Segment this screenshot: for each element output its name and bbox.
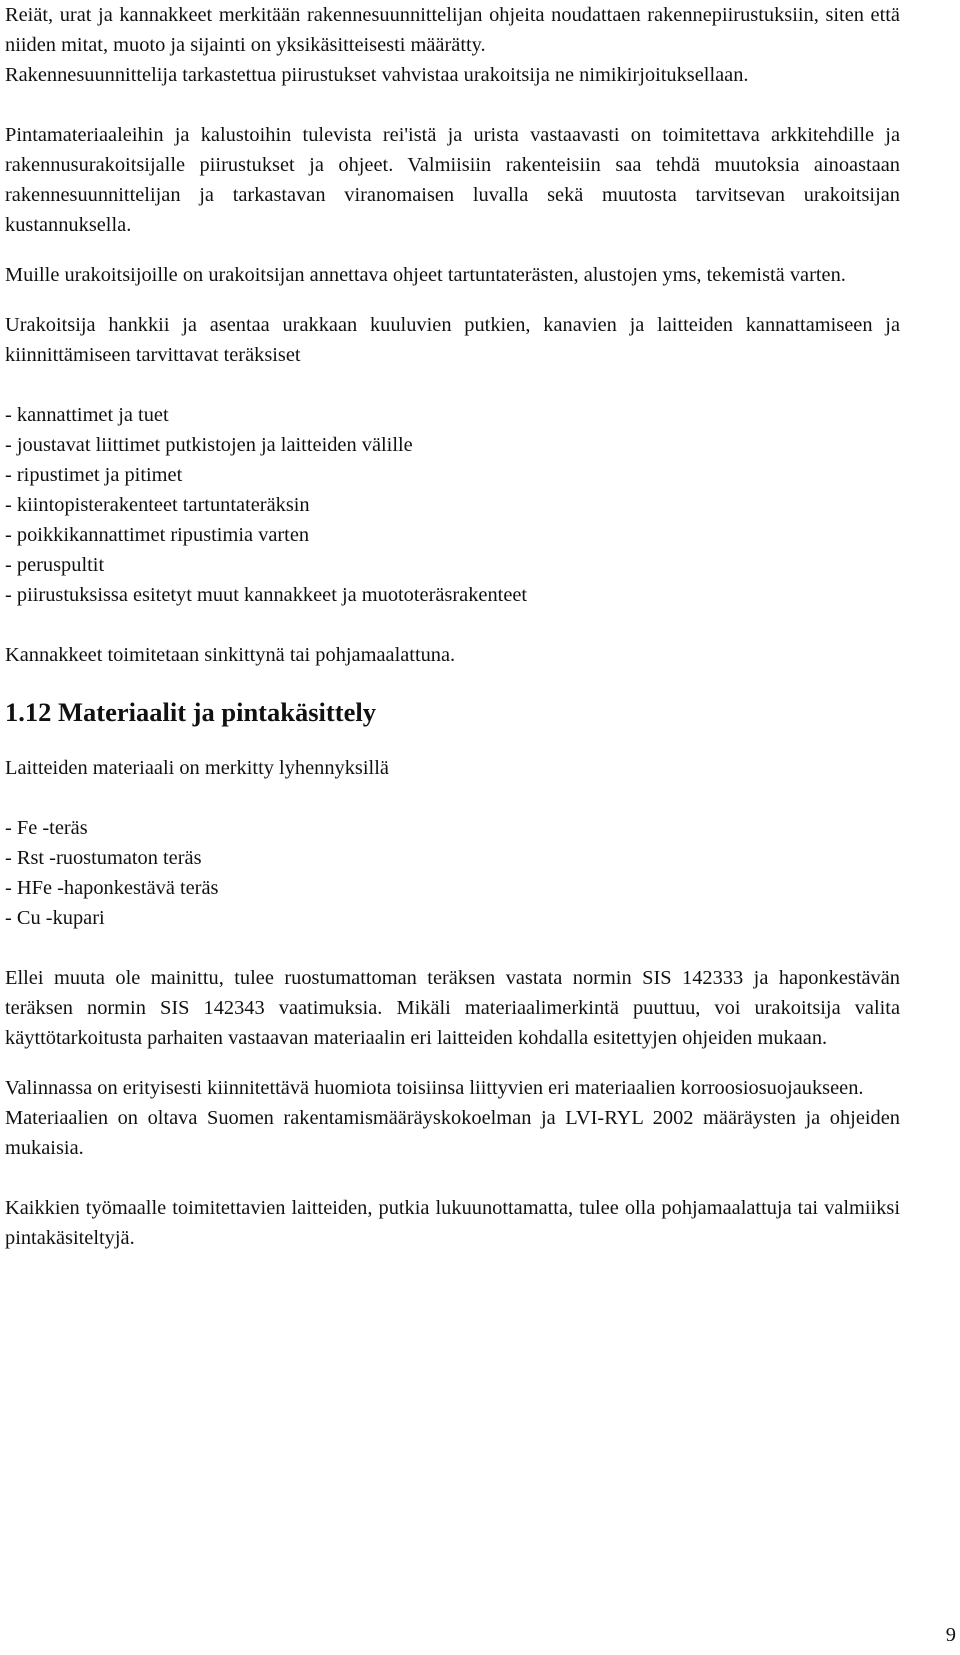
list-item: - kannattimet ja tuet xyxy=(5,404,169,426)
paragraph-corrosion-protection: Valinnassa on erityisesti kiinnitettävä huomiota toisiinsa liittyvien eri materiaalien korroosiosuojaukseen. xyxy=(5,1077,864,1099)
list-item: - Fe -teräs xyxy=(5,817,88,839)
material-list xyxy=(5,813,900,933)
section-heading: 1.12 Materiaalit ja pintakäsittely xyxy=(5,697,376,727)
paragraph-contractor-supplies: Urakoitsija hankkii ja asentaa urakkaan kuuluvien putkien, kanavien ja laitteiden kannattamiseen ja kiinnittämiseen tarvittavat teräksiset xyxy=(5,314,900,366)
list-item: - kiintopisterakenteet tartuntateräksin xyxy=(5,494,310,516)
paragraph-designer-signature: Rakennesuunnittelija tarkastettua piirustukset vahvistaa urakoitsija ne nimikirjoituksellaan. xyxy=(5,64,749,86)
paragraph-other-contractors: Muille urakoitsijoille on urakoitsijan annettava ohjeet tartuntaterästen, alustojen yms, tekemistä varten. xyxy=(5,264,846,286)
paragraph-material-abbreviations: Laitteiden materiaali on merkitty lyhennyksillä xyxy=(5,757,389,779)
page-number: 9 xyxy=(945,1624,956,1646)
paragraph-regulations: Materiaalien on oltava Suomen rakentamismääräyskokoelman ja LVI-RYL 2002 määräysten ja ohjeiden mukaisia. xyxy=(5,1107,900,1159)
list-item: - Rst -ruostumaton teräs xyxy=(5,847,202,869)
document-page xyxy=(5,0,900,1253)
list-item: - HFe -haponkestävä teräs xyxy=(5,877,219,899)
paragraph-galvanized: Kannakkeet toimitetaan sinkittynä tai pohjamaalattuna. xyxy=(5,644,456,666)
support-list xyxy=(5,400,900,610)
paragraph-holes-marking: Reiät, urat ja kannakkeet merkitään rakennesuunnittelijan ohjeita noudattaen rakennepiirustuksiin, siten että niiden mitat, muoto ja sijainti on yksikäsitteisesti määrätty. xyxy=(5,4,900,56)
list-item: - Cu -kupari xyxy=(5,907,105,929)
paragraph-surface-materials: Pintamateriaaleihin ja kalustoihin tulevista rei'istä ja urista vastaavasti on toimitettava arkkitehdille ja rakennusurakoitsijalle piirustukset ja ohjeet. Valmiisiin rakenteisiin saa tehdä muutoksia ainoastaan rakennesuunnittelijan ja tarkastavan viranomaisen luvalla sekä muutosta tarvitsevan urakoitsijan kustannuksella. xyxy=(5,124,900,236)
list-item: - joustavat liittimet putkistojen ja laitteiden välille xyxy=(5,434,413,456)
list-item: - ripustimet ja pitimet xyxy=(5,464,183,486)
list-item: - piirustuksissa esitetyt muut kannakkeet ja muototeräsrakenteet xyxy=(5,584,528,606)
list-item: - poikkikannattimet ripustimia varten xyxy=(5,524,310,546)
paragraph-steel-standards: Ellei muuta ole mainittu, tulee ruostumattoman teräksen vastata normin SIS 142333 ja haponkestävän teräksen normin SIS 142343 vaatimuksia. Mikäli materiaalimerkintä puuttuu, voi urakoitsija valita käyttötarkoitusta parhaiten vastaavan materiaalin eri laitteiden kohdalla esitettyjen ohjeiden mukaan. xyxy=(5,967,900,1049)
list-item: - peruspultit xyxy=(5,554,105,576)
paragraph-primed-equipment: Kaikkien työmaalle toimitettavien laitteiden, putkia lukuunottamatta, tulee olla pohjamaalattuja tai valmiiksi pintakäsiteltyjä. xyxy=(5,1197,900,1249)
